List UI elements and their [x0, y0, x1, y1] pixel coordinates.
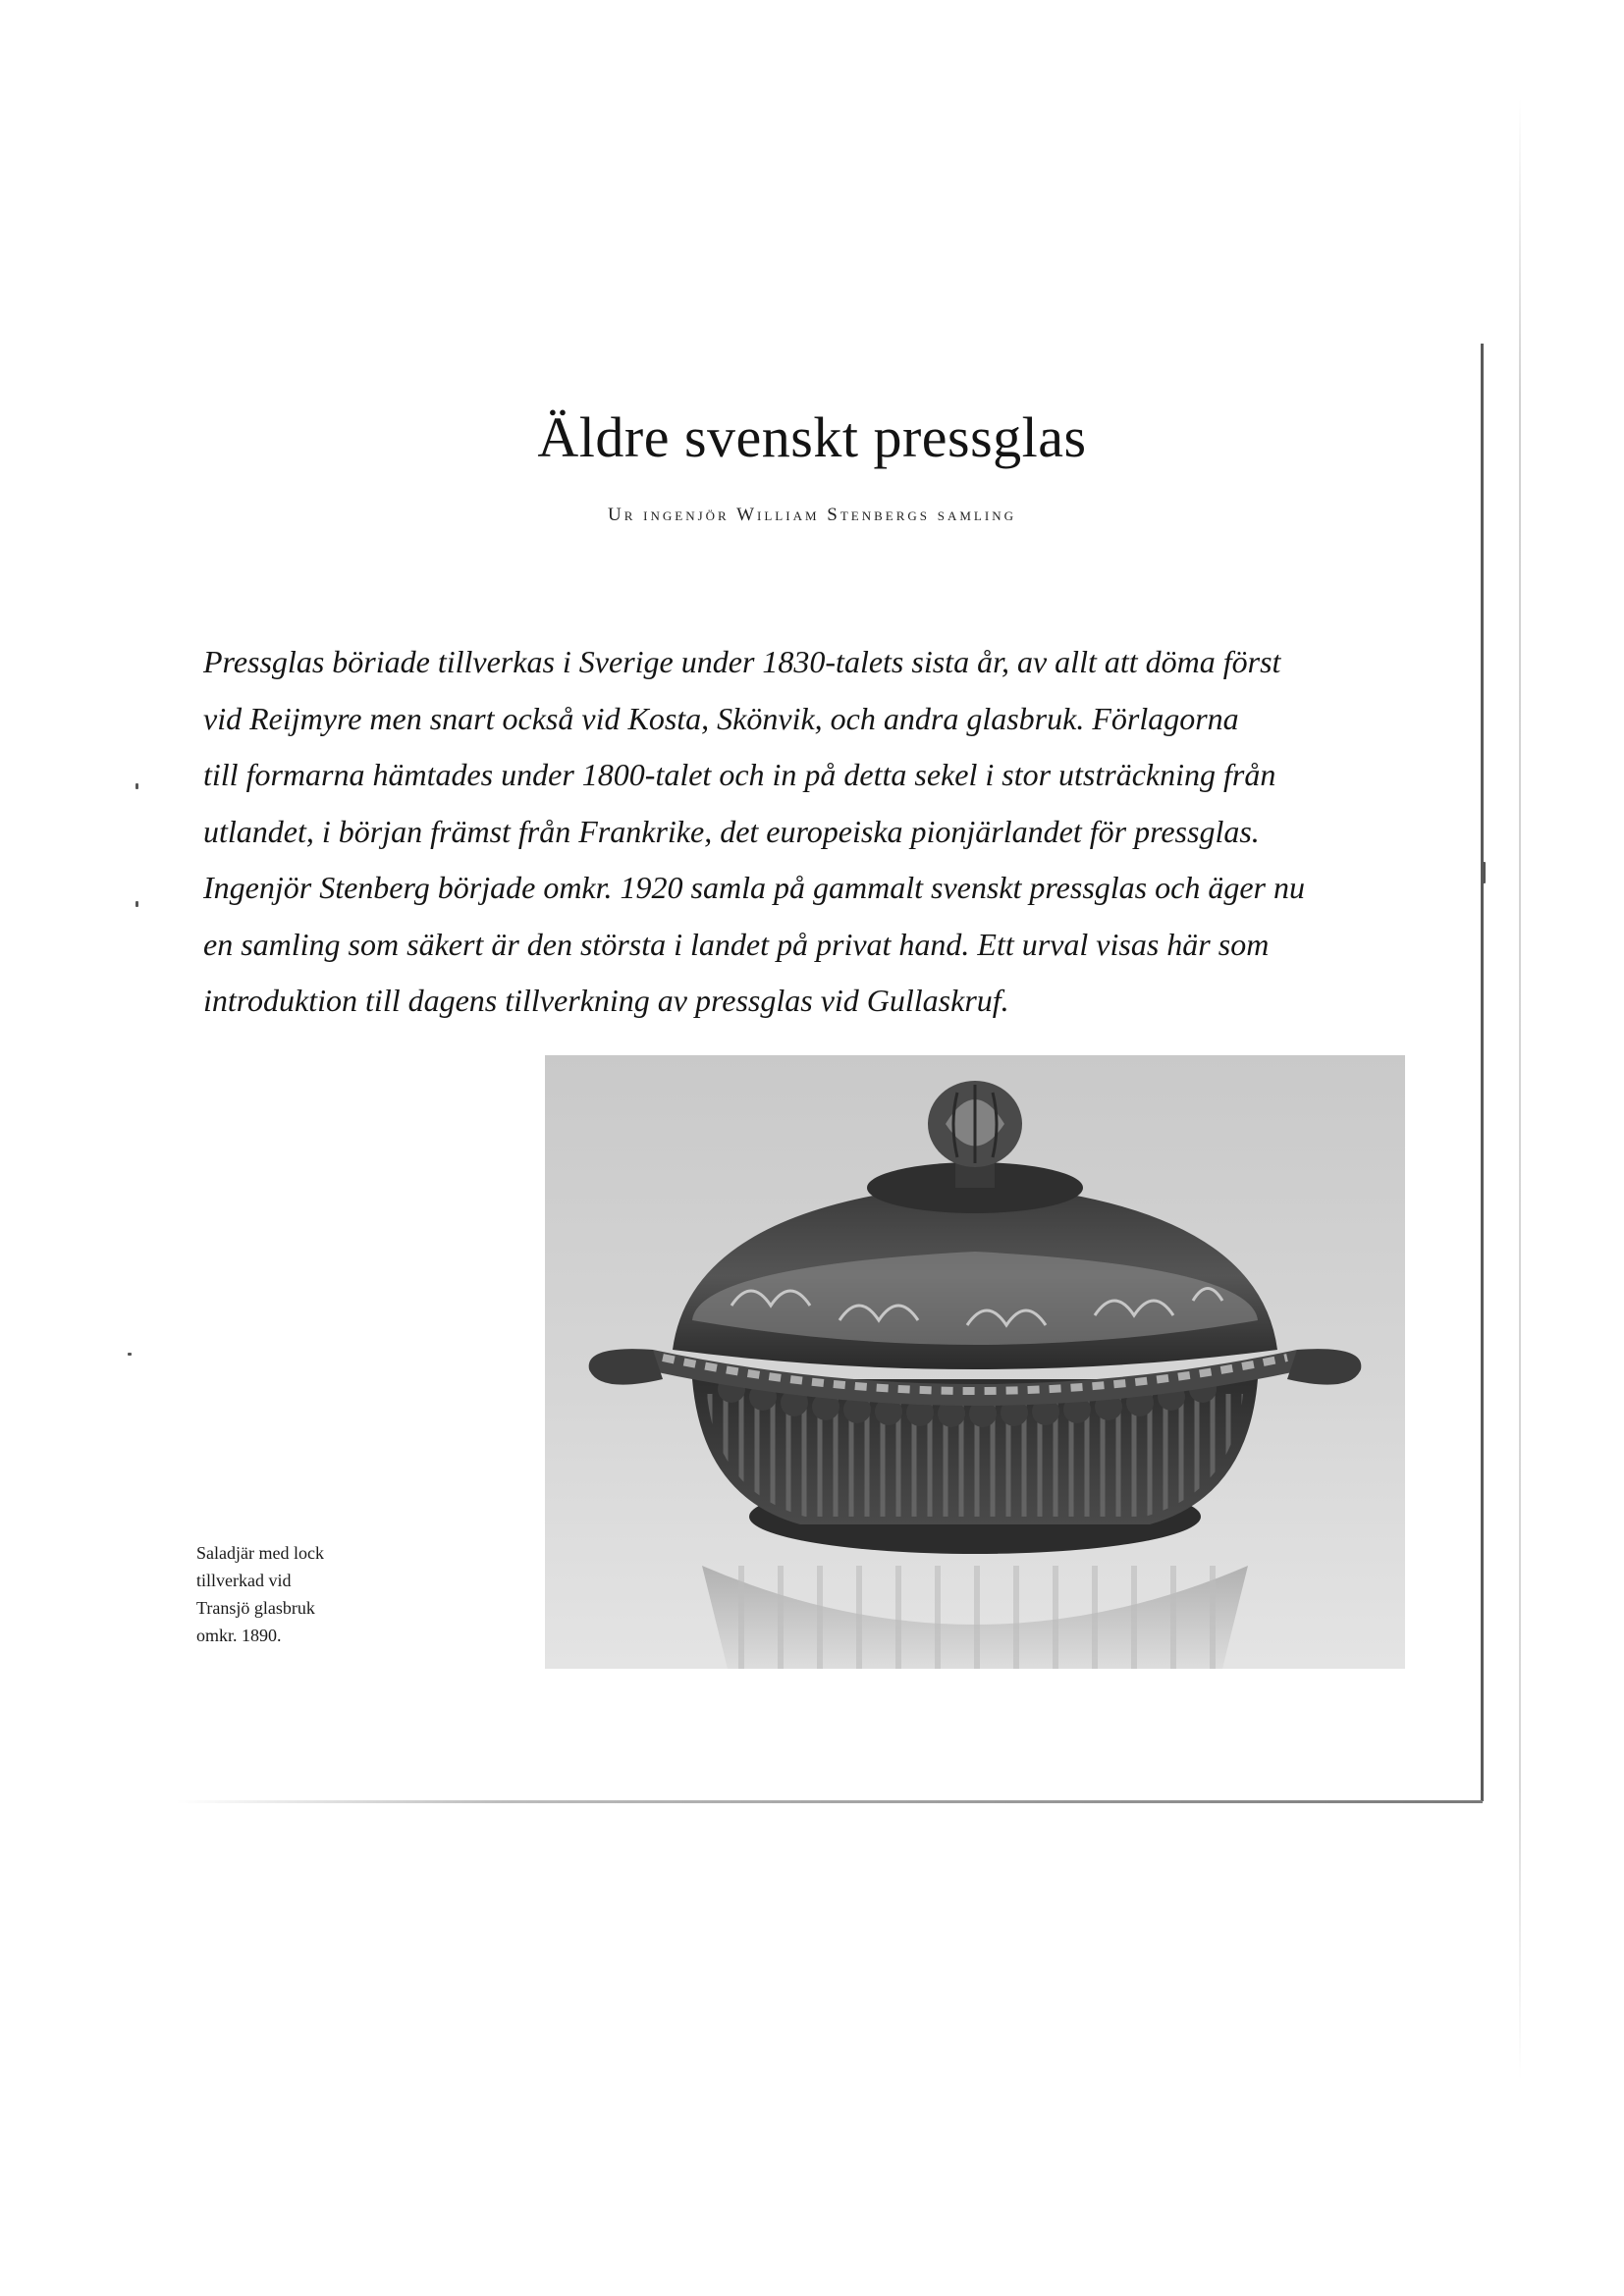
article-subtitle: Ur ingenjör William Stenbergs samling [608, 505, 1016, 525]
page-frame-bottom-edge [177, 1800, 1483, 1803]
body-line: Ingenjör Stenberg började omkr. 1920 samla på gammalt svenskt pressglas och äger nu [203, 870, 1305, 905]
body-line: en samling som säkert är den största i landet på privat hand. Ett urval visas här som [203, 926, 1270, 962]
body-line: introduktion till dagens tillverkning av pressglas vid Gullaskruf. [203, 983, 1009, 1018]
body-line: vid Reijmyre men snart också vid Kosta, Skönvik, och andra glasbruk. Förlagorna [203, 700, 1239, 736]
salad-bowl-photo [545, 1055, 1405, 1669]
scan-speck [128, 1353, 132, 1356]
body-line: Pressglas böriade tillverkas i Sverige under 1830-talets sista år, av allt att döma först [203, 644, 1281, 679]
article-body [203, 634, 1421, 1030]
scan-speck [135, 783, 138, 789]
caption-line: tillverkad vid [196, 1571, 292, 1590]
caption-line: Saladjär med lock [196, 1543, 324, 1563]
caption-line: omkr. 1890. [196, 1626, 282, 1645]
scan-speck [135, 901, 138, 907]
body-line: till formarna hämtades under 1800-talet och in på detta sekel i stor utsträckning från [203, 757, 1276, 792]
page-frame-right-edge [1481, 344, 1484, 1801]
scan-speck [1483, 862, 1486, 883]
figure-caption [196, 1539, 432, 1649]
scan-edge-line [1519, 98, 1521, 2081]
body-line: utlandet, i början främst från Frankrike, det europeiska pionjärlandet för pressglas. [203, 813, 1260, 849]
caption-line: Transjö glasbruk [196, 1598, 315, 1618]
article-title: Äldre svenskt pressglas [537, 405, 1087, 469]
